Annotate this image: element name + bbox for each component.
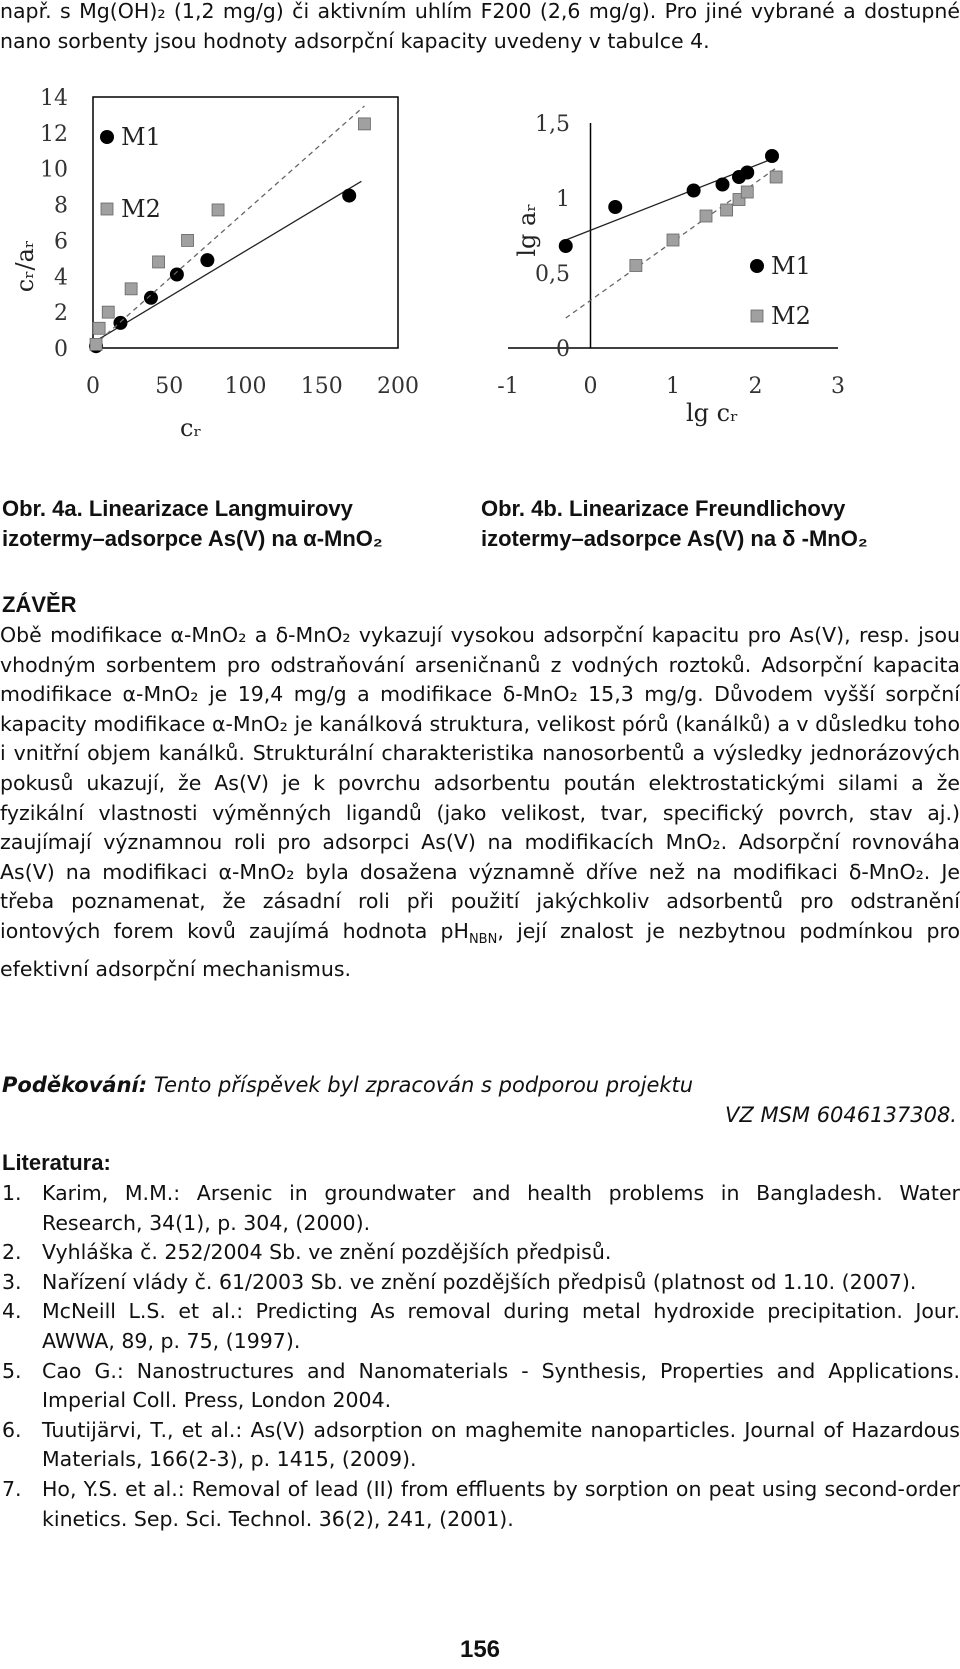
data-point-m1: [559, 239, 573, 253]
y-tick-label: 14: [40, 86, 68, 111]
reference-item: [0, 1475, 960, 1534]
figure-caption-4a: Obr. 4a. Linearizace Langmuirovy izotermy–adsorpce As(V) na α-MnO₂: [2, 496, 383, 551]
acknowledgement: [2, 1070, 957, 1130]
x-tick-label: 0: [583, 374, 598, 399]
data-point-m2: [182, 234, 194, 246]
reference-text: Tuutijärvi, T., et al.: As(V) adsorption on maghemite nanoparticles. Journal of Hazardous Materials, 166(2-3), p. 1415, (2009).: [42, 1417, 960, 1472]
y-tick-label: 1,5: [535, 112, 570, 137]
literature-heading: Literatura:: [2, 1150, 111, 1175]
conclusion-heading: ZÁVĚR: [2, 592, 77, 617]
data-point-m1: [765, 149, 779, 163]
reference-item: [0, 1297, 960, 1356]
data-point-m1: [608, 200, 622, 214]
x-tick-label: 1: [666, 374, 680, 399]
acknowledgement-label: Poděkování:: [2, 1073, 148, 1097]
data-point-m2: [358, 118, 370, 130]
x-tick-label: 100: [224, 374, 267, 399]
y-axis-label: cᵣ/aᵣ: [11, 239, 39, 293]
data-point-m1: [716, 178, 730, 192]
data-point-m2: [153, 256, 165, 268]
y-tick-label: 10: [40, 157, 68, 183]
data-point-m2: [770, 171, 782, 183]
y-tick-label: 0: [556, 337, 570, 362]
reference-item: [0, 1238, 960, 1268]
conclusion-paragraph: [0, 621, 960, 984]
y-tick-label: 4: [54, 265, 68, 291]
y-tick-label: 8: [54, 193, 68, 219]
data-point-m2: [125, 283, 137, 295]
reference-text: Nařízení vlády č. 61/2003 Sb. ve znění pozdějších předpisů (platnost od 1.10. (2007).: [42, 1269, 917, 1294]
data-point-m2: [667, 234, 679, 246]
reference-number: 2.: [2, 1240, 22, 1265]
data-point-m2: [102, 306, 114, 318]
reference-item: [0, 1357, 960, 1416]
data-point-m2: [93, 322, 105, 334]
legend-label-m2: M2: [121, 195, 161, 223]
legend-marker-m1: [100, 130, 114, 144]
conclusion-text-end: , její znalost je nezbytnou podmínkou pro efektivní adsorpční mechanismus.: [0, 918, 960, 981]
data-point-m1: [342, 189, 356, 203]
reference-item: [0, 1268, 960, 1298]
data-point-m1: [170, 267, 184, 281]
legend-marker-m1: [750, 259, 764, 273]
data-point-m2: [741, 186, 753, 198]
x-tick-label: 3: [831, 374, 845, 399]
y-tick-label: 0: [54, 337, 68, 362]
reference-number: 4.: [2, 1299, 22, 1324]
figure-caption-4b: Obr. 4b. Linearizace Freundlichovy izotermy–adsorpce As(V) na δ -MnO₂: [481, 496, 868, 551]
data-point-m1: [687, 184, 701, 198]
x-tick-label: 200: [377, 374, 419, 399]
y-tick-label: 1: [556, 187, 570, 212]
legend-label-m1: M1: [771, 252, 811, 280]
reference-text: Vyhláška č. 252/2004 Sb. ve znění pozdějších předpisů.: [42, 1240, 612, 1265]
data-point-m1: [113, 316, 127, 330]
reference-number: 5.: [2, 1358, 22, 1383]
y-tick-label: 2: [54, 301, 68, 327]
acknowledgement-project: VZ MSM 6046137308.: [725, 1103, 957, 1127]
reference-number: 6.: [2, 1417, 22, 1442]
freundlich-chart: [497, 100, 920, 460]
conclusion-subscript: NBN: [468, 932, 498, 948]
y-tick-label: 0,5: [535, 262, 570, 287]
legend-marker-m2: [751, 310, 763, 322]
conclusion-text: Obě modifikace α-MnO₂ a δ-MnO₂ vykazují vysokou adsorpční kapacitu pro As(V), resp. jsou vhodným sorbentem pro odstraňování arseničnanů z vodných roztoků. Adsorpční kapacita modifikace α-MnO₂ je 19,4 mg/g a modifikace δ-MnO₂ 15,3 mg/g. Důvodem vyšší sorpční kapacity modifikace α-MnO₂ je kanálková struktura, velikost pórů (kanálků) a v důsledku toho i vnitřní objem kanálků. Strukturální charakteristika nanosorbentů a výsledky jednorázových pokusů ukazují, že As(V) je k povrchu adsorbentu poután elektrostatickými silami a že fyzikální vlastnosti výměnných ligandů (jako velikost, tvar, specifický povrch, stav aj.) zaujímají významnou roli pro adsorpci As(V) na modifikacích MnO₂. Adsorpční rovnováha As(V) na modifikaci α-MnO₂ byla dosažena významně dříve než na modifikaci δ-MnO₂. Je třeba poznamenat, že zásadní roli při použití jakýchkoliv adsorbentů pro odstranění iontových forem kovů zaujímá hodnota pH: [0, 623, 960, 943]
x-axis-label: lg cᵣ: [686, 399, 739, 427]
data-point-m1: [740, 166, 754, 180]
data-point-m2: [630, 260, 642, 272]
legend-marker-m2: [101, 203, 113, 215]
reference-text: McNeill L.S. et al.: Predicting As removal during metal hydroxide precipitation. Jour. AWWA, 89, p. 75, (1997).: [42, 1299, 960, 1353]
legend-label-m1: M1: [121, 123, 161, 151]
y-tick-label: 6: [54, 229, 68, 255]
data-point-m2: [700, 210, 712, 222]
data-point-m2: [212, 204, 224, 216]
reference-item: [0, 1416, 960, 1475]
reference-number: 7.: [2, 1476, 22, 1501]
x-tick-label: 2: [748, 374, 763, 399]
x-tick-label: -1: [497, 374, 519, 399]
reference-text: Cao G.: Nanostructures and Nanomaterials - Synthesis, Properties and Applications. Imperial Coll. Press, London 2004.: [42, 1358, 960, 1413]
reference-item: [0, 1179, 960, 1238]
lead-paragraph: např. s Mg(OH)₂ (1,2 mg/g) či aktivním uhlím F200 (2,6 mg/g). Pro jiné vybrané a dostupné nano sorbenty jsou hodnoty adsorpční kapacity uvedeny v tabulce 4.: [0, 0, 960, 53]
data-point-m2: [90, 338, 102, 350]
reference-text: Karim, M.M.: Arsenic in groundwater and health problems in Bangladesh. Water Research, 34(1), p. 304, (2000).: [42, 1181, 960, 1235]
acknowledgement-text: Tento příspěvek byl zpracován s podporou projektu: [147, 1073, 694, 1097]
x-axis-label: cᵣ: [180, 414, 202, 442]
x-tick-label: 0: [86, 374, 100, 399]
x-tick-label: 50: [155, 374, 184, 399]
data-point-m1: [200, 253, 214, 267]
page-number: 156: [459, 1636, 501, 1663]
reference-number: 1.: [2, 1181, 22, 1205]
langmuir-chart: [0, 80, 450, 480]
reference-text: Ho, Y.S. et al.: Removal of lead (II) from effluents by sorption on peat using second-order kinetics. Sep. Sci. Technol. 36(2), 241, (2001).: [42, 1476, 960, 1531]
y-tick-label: 12: [40, 121, 68, 147]
x-tick-label: 150: [300, 374, 343, 399]
legend-label-m2: M2: [771, 302, 811, 330]
data-point-m1: [144, 291, 158, 305]
reference-number: 3.: [2, 1269, 22, 1294]
y-axis-label: lg aᵣ: [513, 203, 541, 257]
reference-list: [0, 1179, 960, 1534]
data-point-m2: [721, 204, 733, 216]
